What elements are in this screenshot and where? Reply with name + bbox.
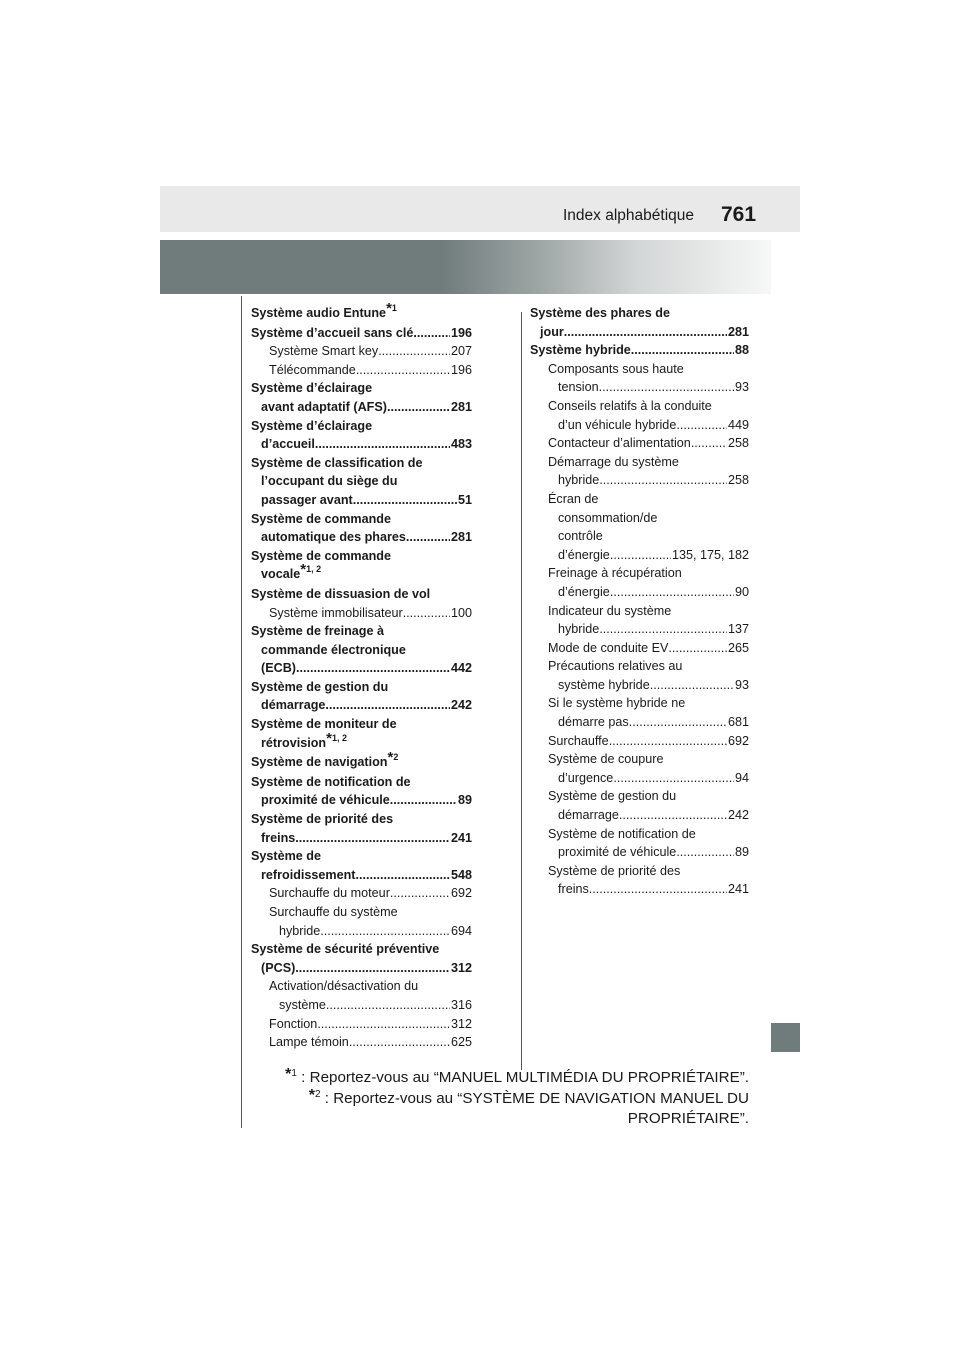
- index-entry: [530, 862, 749, 899]
- entry-line-with-page: [251, 696, 472, 715]
- dot-leader: [564, 323, 727, 342]
- entry-text: Surchauffe du moteur: [269, 886, 390, 901]
- entry-line: [269, 977, 472, 996]
- dot-leader: [390, 791, 457, 810]
- dot-leader: [668, 639, 727, 658]
- chapter-tab-marker: [771, 1023, 800, 1052]
- entry-text: hybride: [279, 923, 321, 938]
- entry-line-with-page: [251, 324, 472, 343]
- page-reference[interactable]: 135, 175, 182: [671, 547, 749, 562]
- entry-line: [251, 729, 472, 754]
- entry-text: Surchauffe: [548, 733, 609, 748]
- entry-text: d’urgence: [558, 770, 614, 785]
- entry-text: Système de gestion du: [548, 789, 677, 804]
- entry-text: Si le système hybride ne: [548, 696, 686, 711]
- entry-line: [251, 379, 472, 398]
- entry-text: d’énergie: [558, 584, 610, 599]
- entry-line-with-page: [548, 732, 749, 751]
- page-reference[interactable]: 316: [450, 997, 472, 1012]
- entry-text: jour: [540, 324, 564, 339]
- index-entry: [251, 678, 472, 715]
- index-entry: [251, 715, 472, 753]
- entry-text: Fonction: [269, 1016, 318, 1031]
- entry-line-with-page: [251, 398, 472, 417]
- entry-text: proximité de véhicule: [261, 793, 390, 808]
- index-entry: [530, 490, 749, 564]
- dot-leader: [356, 361, 450, 380]
- entry-text: Freinage à récupération: [548, 566, 682, 581]
- section-band: [160, 240, 771, 294]
- footnote-mark: 2: [393, 752, 399, 763]
- page-reference[interactable]: 265: [727, 640, 749, 655]
- entry-line-with-page: [548, 880, 749, 899]
- entry-text: Système de classification de: [251, 455, 423, 470]
- page-reference[interactable]: 93: [734, 677, 749, 692]
- entry-text: système: [279, 997, 326, 1012]
- page-reference[interactable]: 241: [727, 882, 749, 897]
- entry-line-with-page: [530, 341, 749, 360]
- entry-text: passager avant: [261, 492, 353, 507]
- page-reference[interactable]: 137: [727, 622, 749, 637]
- footnote-mark: 1, 2: [331, 732, 347, 743]
- index-entry: [251, 810, 472, 847]
- index-entry: [530, 453, 749, 490]
- index-entry: [530, 732, 749, 751]
- index-entry: [530, 787, 749, 824]
- page-reference[interactable]: 449: [727, 417, 749, 432]
- index-entry: [530, 602, 749, 639]
- entry-line: [548, 750, 749, 769]
- dot-leader: [295, 959, 450, 978]
- entry-line: [251, 585, 472, 604]
- entry-text: Système de: [251, 849, 322, 864]
- entry-line-with-page: [548, 378, 749, 397]
- entry-line-with-page: [251, 435, 472, 454]
- index-entry: [530, 657, 749, 694]
- footnote-mark: 1: [391, 303, 397, 313]
- entry-text: Activation/désactivation du: [269, 979, 419, 994]
- page-reference[interactable]: 89: [457, 793, 472, 808]
- entry-text: Système d’éclairage: [251, 381, 373, 396]
- entry-line: [251, 810, 472, 829]
- dot-leader: [676, 416, 727, 435]
- asterisk-icon: *: [308, 1086, 315, 1104]
- dot-leader: [629, 713, 727, 732]
- page-reference[interactable]: 692: [450, 886, 472, 901]
- page-reference[interactable]: 241: [450, 830, 472, 845]
- index-entry: [251, 1033, 472, 1052]
- index-entry: [251, 417, 472, 454]
- dot-leader: [676, 843, 734, 862]
- index-entry: [251, 361, 472, 380]
- entry-line-with-page: [269, 922, 472, 941]
- entry-line-with-page: [548, 806, 749, 825]
- entry-line-with-page: [548, 639, 749, 658]
- dot-leader: [355, 866, 450, 885]
- page-reference[interactable]: 258: [727, 436, 749, 451]
- entry-line: [548, 657, 749, 676]
- page-reference[interactable]: 89: [734, 845, 749, 860]
- dot-leader: [325, 696, 450, 715]
- page-reference[interactable]: 442: [450, 661, 472, 676]
- page-reference[interactable]: 681: [727, 715, 749, 730]
- entry-line-with-page: [548, 583, 749, 602]
- entry-text: Système hybride: [530, 343, 631, 358]
- footnote-mark: 2: [314, 1088, 321, 1100]
- dot-leader: [589, 880, 727, 899]
- dot-leader: [691, 434, 727, 453]
- entry-line-with-page: [251, 528, 472, 547]
- entry-text: contrôle: [558, 529, 603, 544]
- entry-line-with-page: [251, 791, 472, 810]
- entry-text: Mode de conduite EV: [548, 640, 669, 655]
- entry-line: [530, 304, 749, 323]
- dot-leader: [317, 1015, 450, 1034]
- entry-line-with-page: [269, 1033, 472, 1052]
- dot-leader: [631, 341, 734, 360]
- entry-text: Système de dissuasion de vol: [251, 586, 431, 601]
- entry-text: Système de commande: [251, 548, 391, 563]
- entry-text: Écran de: [548, 491, 599, 506]
- header-title: Index alphabétique: [563, 207, 695, 224]
- footnote-text: : Reportez-vous au “SYSTÈME DE NAVIGATION MANUEL DU: [324, 1089, 749, 1107]
- entry-text: démarrage: [261, 698, 326, 713]
- entry-text: d’un véhicule hybride: [558, 417, 677, 432]
- entry-line: [251, 417, 472, 436]
- entry-text: Système de navigation: [251, 755, 388, 770]
- entry-line-with-page: [269, 884, 472, 903]
- asterisk-icon: *: [387, 749, 394, 767]
- entry-line: [251, 454, 472, 473]
- page-reference[interactable]: 694: [450, 923, 472, 938]
- index-entry: [251, 547, 472, 585]
- entry-line: [251, 472, 472, 491]
- index-entry: [251, 324, 472, 343]
- entry-text: Système de coupure: [548, 752, 664, 767]
- entry-text: Système de notification de: [251, 774, 411, 789]
- dot-leader: [406, 528, 450, 547]
- entry-line: [251, 715, 472, 734]
- entry-line-with-page: [251, 959, 472, 978]
- entry-text: proximité de véhicule: [558, 845, 677, 860]
- entry-line-with-page: [548, 416, 749, 435]
- footnote-1: [260, 1066, 749, 1090]
- dot-leader: [613, 769, 734, 788]
- entry-line-with-page: [251, 491, 472, 510]
- page-reference[interactable]: 94: [734, 770, 749, 785]
- index-entry: [251, 749, 472, 773]
- page-reference[interactable]: 281: [727, 324, 749, 339]
- entry-line: [251, 547, 472, 566]
- entry-text: Conseils relatifs à la conduite: [548, 398, 712, 413]
- asterisk-icon: *: [386, 300, 392, 317]
- page-reference[interactable]: 312: [450, 960, 472, 975]
- page-reference[interactable]: 93: [734, 380, 749, 395]
- page-reference[interactable]: 692: [727, 733, 749, 748]
- entry-text: Système d’accueil sans clé: [251, 325, 414, 340]
- index-entry: [251, 884, 472, 903]
- entry-line-with-page: [251, 829, 472, 848]
- entry-text: Système audio Entune: [251, 306, 387, 320]
- index-entry: [251, 977, 472, 1014]
- column-divider: [521, 312, 522, 1070]
- header-bar: [160, 186, 800, 232]
- entry-line: [251, 510, 472, 529]
- entry-line-with-page: [548, 434, 749, 453]
- dot-leader: [599, 471, 727, 490]
- page-reference[interactable]: 548: [450, 867, 472, 882]
- index-entry: [251, 1015, 472, 1034]
- entry-line-with-page: [269, 361, 472, 380]
- entry-text: consommation/de: [558, 510, 658, 525]
- asterisk-icon: *: [326, 729, 332, 747]
- entry-text: démarre pas: [558, 715, 629, 730]
- index-entry: [251, 379, 472, 416]
- entry-text: Précautions relatives au: [548, 659, 683, 674]
- asterisk-icon: *: [300, 561, 307, 579]
- dot-leader: [390, 884, 450, 903]
- dot-leader: [610, 546, 671, 565]
- dot-leader: [619, 806, 727, 825]
- dot-leader: [349, 1033, 450, 1052]
- entry-text: d’accueil: [261, 437, 315, 452]
- index-entry: [251, 510, 472, 547]
- index-entry: [530, 694, 749, 731]
- entry-text: Indicateur du système: [548, 603, 672, 618]
- entry-line: [548, 397, 749, 416]
- entry-text: vocale: [261, 567, 301, 582]
- entry-text: freins: [558, 882, 589, 897]
- dot-leader: [378, 342, 450, 361]
- index-entry: [251, 940, 472, 977]
- index-entry: [530, 397, 749, 434]
- footnote-mark: 1: [291, 1068, 297, 1079]
- page-reference[interactable]: 196: [450, 362, 472, 377]
- entry-line: [251, 641, 472, 660]
- page-reference[interactable]: 281: [450, 530, 472, 545]
- entry-line: [548, 825, 749, 844]
- page-reference[interactable]: 242: [727, 808, 749, 823]
- index-entry: [251, 585, 472, 604]
- entry-line-with-page: [548, 471, 749, 490]
- index-entry: [251, 300, 472, 324]
- entry-text: Système de notification de: [548, 826, 696, 841]
- entry-text: Système de freinage à: [251, 624, 384, 639]
- entry-line-with-page: [548, 713, 749, 732]
- entry-text: rétrovision: [261, 735, 327, 750]
- entry-text: automatique des phares: [261, 530, 406, 545]
- entry-line: [548, 787, 749, 806]
- page-reference[interactable]: 483: [450, 437, 472, 452]
- dot-leader: [599, 620, 727, 639]
- entry-line: [548, 509, 749, 528]
- dot-leader: [599, 378, 734, 397]
- entry-line: [251, 773, 472, 792]
- index-entry: [530, 434, 749, 453]
- dot-leader: [326, 996, 450, 1015]
- entry-line: [548, 564, 749, 583]
- entry-line: [251, 300, 472, 324]
- entry-line: [269, 903, 472, 922]
- entry-text: Contacteur d’alimentation: [548, 436, 691, 451]
- entry-line-with-page: [530, 323, 749, 342]
- entry-text: l’occupant du siège du: [261, 474, 398, 489]
- entry-line: [548, 694, 749, 713]
- entry-line-with-page: [548, 676, 749, 695]
- index-column-left: [251, 300, 472, 1052]
- entry-text: commande électronique: [261, 642, 406, 657]
- entry-line-with-page: [269, 996, 472, 1015]
- page-reference[interactable]: 281: [450, 399, 472, 414]
- page-reference[interactable]: 312: [450, 1016, 472, 1031]
- page-reference[interactable]: 258: [727, 473, 749, 488]
- entry-line: [251, 622, 472, 641]
- footnote-2: [260, 1086, 749, 1111]
- index-entry: [251, 604, 472, 623]
- index-entry: [530, 825, 749, 862]
- entry-line-with-page: [548, 620, 749, 639]
- entry-line-with-page: [548, 546, 749, 565]
- page-reference[interactable]: 90: [734, 584, 749, 599]
- page-reference[interactable]: 100: [450, 605, 472, 620]
- entry-text: système hybride: [558, 677, 650, 692]
- index-entry: [251, 342, 472, 361]
- entry-text: Système de priorité des: [251, 812, 394, 827]
- dot-leader: [315, 435, 450, 454]
- entry-line: [548, 602, 749, 621]
- entry-text: d’énergie: [558, 547, 610, 562]
- entry-text: Système de commande: [251, 511, 391, 526]
- entry-line-with-page: [269, 1015, 472, 1034]
- index-entry: [251, 903, 472, 940]
- page-reference[interactable]: 207: [450, 344, 472, 359]
- entry-line: [548, 490, 749, 509]
- entry-text: Système de sécurité préventive: [251, 942, 440, 957]
- entry-text: Composants sous haute: [548, 361, 684, 376]
- entry-line-with-page: [251, 866, 472, 885]
- page-reference[interactable]: 88: [734, 343, 749, 358]
- index-entry: [530, 750, 749, 787]
- page-reference[interactable]: 625: [450, 1035, 472, 1050]
- entry-text: Système immobilisateur: [269, 605, 403, 620]
- entry-text: tension: [558, 380, 599, 395]
- entry-line: [548, 360, 749, 379]
- index-entry: [530, 341, 749, 360]
- entry-text: Démarrage du système: [548, 454, 679, 469]
- page-reference[interactable]: 196: [450, 325, 472, 340]
- entry-text: Système de gestion du: [251, 679, 389, 694]
- dot-leader: [295, 829, 450, 848]
- entry-text: Système Smart key: [269, 344, 379, 359]
- index-entry: [530, 304, 749, 341]
- entry-line: [548, 453, 749, 472]
- footnote-text: : Reportez-vous au “MANUEL MULTIMÉDIA DU PROPRIÉTAIRE”.: [301, 1069, 749, 1086]
- dot-leader: [413, 324, 450, 343]
- asterisk-icon: *: [285, 1066, 292, 1083]
- entry-text: Télécommande: [269, 362, 356, 377]
- entry-text: Système d’éclairage: [251, 418, 373, 433]
- index-entry: [251, 847, 472, 884]
- entry-text: avant adaptatif (AFS): [261, 399, 387, 414]
- entry-line: [548, 862, 749, 881]
- dot-leader: [650, 676, 734, 695]
- index-column-right: [530, 304, 749, 899]
- page-reference[interactable]: 242: [450, 698, 472, 713]
- entry-text: Système de moniteur de: [251, 717, 397, 732]
- entry-text: refroidissement: [261, 867, 356, 882]
- dot-leader: [403, 604, 450, 623]
- index-entry: [530, 639, 749, 658]
- entry-line-with-page: [548, 769, 749, 788]
- index-entry: [251, 454, 472, 510]
- entry-text: Système de priorité des: [548, 863, 681, 878]
- entry-line-with-page: [251, 659, 472, 678]
- page-number: 761: [721, 203, 757, 226]
- entry-text: démarrage: [558, 808, 619, 823]
- index-entry: [530, 360, 749, 397]
- dot-leader: [353, 491, 457, 510]
- entry-line: [251, 847, 472, 866]
- entry-line: [251, 678, 472, 697]
- footnotes: [260, 1066, 749, 1129]
- entry-text: (ECB): [261, 661, 296, 676]
- index-entry: [251, 773, 472, 810]
- page-reference[interactable]: 51: [457, 492, 472, 507]
- entry-text: hybride: [558, 473, 600, 488]
- footnote-mark: 1, 2: [306, 564, 322, 575]
- entry-text: Système des phares de: [530, 306, 671, 320]
- index-entry: [251, 622, 472, 678]
- entry-text: (PCS): [261, 960, 296, 975]
- dot-leader: [296, 659, 450, 678]
- entry-line-with-page: [269, 604, 472, 623]
- dot-leader: [609, 732, 727, 751]
- entry-line-with-page: [269, 342, 472, 361]
- dot-leader: [387, 398, 450, 417]
- entry-line: [251, 561, 472, 585]
- dot-leader: [610, 583, 734, 602]
- entry-text: Surchauffe du système: [269, 905, 398, 919]
- dot-leader: [320, 922, 450, 941]
- entry-line-with-page: [548, 843, 749, 862]
- entry-text: freins: [261, 830, 296, 845]
- entry-text: Lampe témoin: [269, 1035, 349, 1050]
- index-entry: [530, 564, 749, 601]
- entry-text: hybride: [558, 622, 600, 637]
- entry-line: [548, 527, 749, 546]
- footnote-2-continued: PROPRIÉTAIRE”.: [627, 1110, 749, 1127]
- left-margin-rule: [241, 296, 242, 1128]
- entry-line: [251, 749, 472, 773]
- entry-line: [251, 940, 472, 959]
